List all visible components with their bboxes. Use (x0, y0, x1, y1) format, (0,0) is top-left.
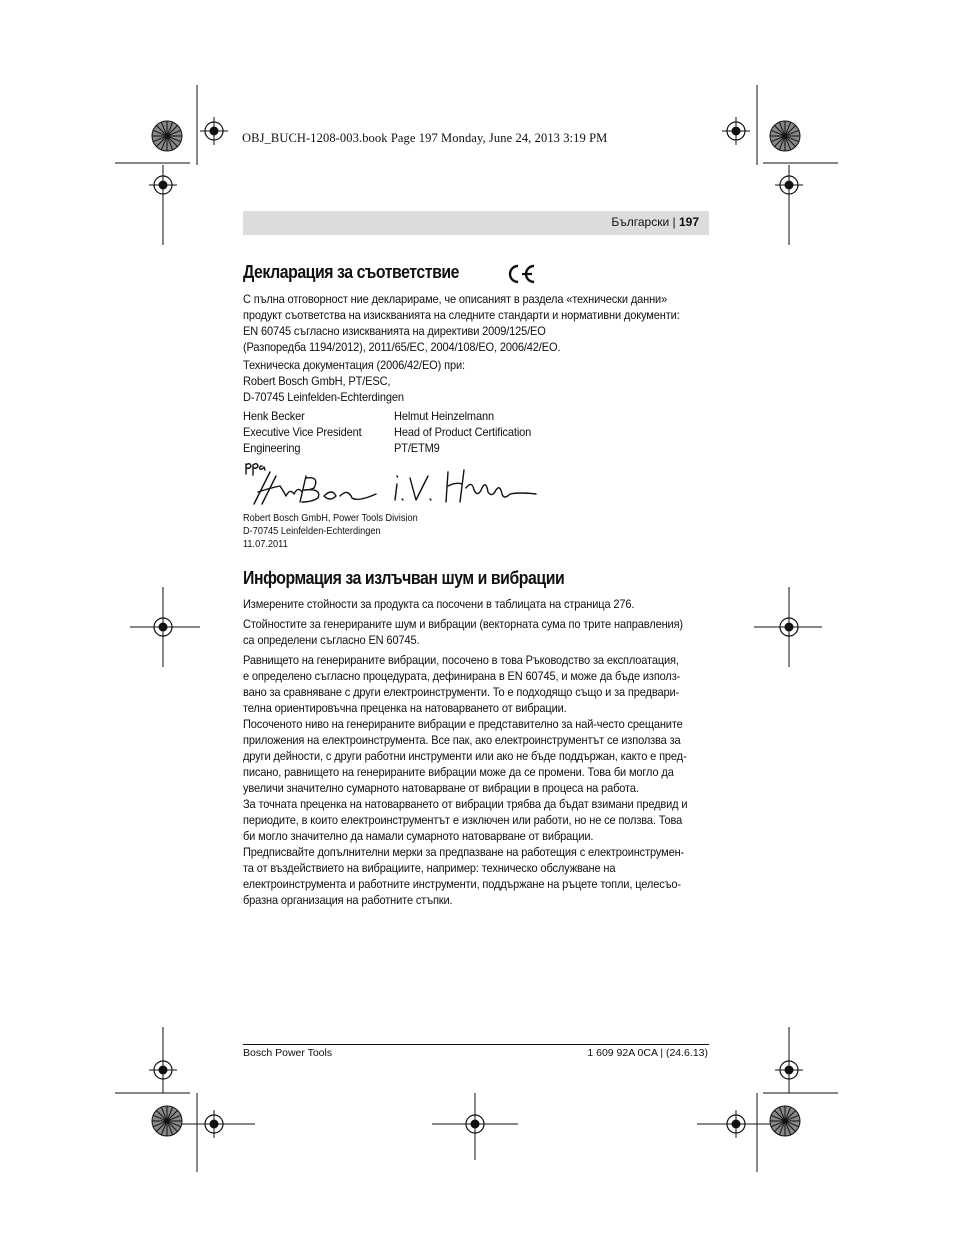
signatory-title: Engineering (243, 441, 301, 455)
text-line: приложения на електроинструмента. Все пак, ако електроинструментът се използва за (243, 733, 681, 747)
text-line: За точната преценка на натоварването от вибрации трябва да бъдат взимани предвид и (243, 797, 688, 811)
text-line: електроинструмента и работните инструменти, поддържане на ръцете топли, целесъо- (243, 877, 681, 891)
signatory-title: PT/ETM9 (394, 441, 440, 455)
text-line: Предписвайте допълнителни мерки за предпазване на работещия с електроинструмен- (243, 845, 685, 859)
text-line: са определени съгласно EN 60745. (243, 633, 420, 647)
text-line: Robert Bosch GmbH, Power Tools Division (243, 513, 418, 524)
header-language: Български (611, 215, 670, 229)
header-separator: | (672, 215, 679, 229)
text-line: EN 60745 съгласно изискванията на директиви 2009/125/ЕО (243, 324, 546, 338)
text-line: С пълна отговорност ние декларираме, че описаният в раздела «технически данни» (243, 292, 668, 306)
text-line: та от въздействието на вибрациите, например: техническо обслужване на (243, 861, 616, 875)
text-line: би могло значително да намали сумарното натоварване от вибрации. (243, 829, 594, 843)
text-line: Посоченото ниво на генерираните вибрации е представително за най-често срещаните (243, 717, 683, 731)
text-line: D-70745 Leinfelden-Echterdingen (243, 390, 404, 404)
signatory-name: Henk Becker (243, 409, 305, 423)
text-line: продукт съответства на изискванията на следните стандарти и нормативни документи: (243, 308, 680, 322)
noise-para-1: Измерените стойности за продукта са посочени в таблицата на страница 276. (243, 597, 635, 611)
date-line: 11.07.2011 (243, 539, 288, 550)
text-line: е определено съгласно процедурата, дефинирана в EN 60745, и може да бъде използ- (243, 669, 681, 683)
text-line: (Разпоредба 1194/2012), 2011/65/ЕС, 2004/108/ЕО, 2006/42/ЕО. (243, 340, 561, 354)
text-line: D-70745 Leinfelden-Echterdingen (243, 526, 381, 537)
signatory-title: Head of Product Certification (394, 425, 532, 439)
text-line: увеличи значително сумарното натоварване от вибрации в процеса на работа. (243, 781, 639, 795)
footer-doc-number: 1 609 92A 0CA | (24.6.13) (587, 1047, 708, 1059)
page-number: 197 (678, 215, 699, 229)
text-line: Техническа документация (2006/42/ЕО) при: (243, 358, 465, 372)
footer-brand: Bosch Power Tools (243, 1047, 333, 1059)
signatory-title: Executive Vice President (243, 425, 362, 439)
noise-title: Информация за излъчван шум и вибрации (243, 568, 565, 588)
text-line: периодите, в които електроинструментът е изключен или работи, но не се ползва. Това (243, 813, 683, 827)
text-line: телна ориентировъчна преценка на натоварването от вибрации. (243, 701, 567, 715)
text-line: бразна организация на работните стъпки. (243, 893, 453, 907)
text-line: писано, равнището на генерираните вибрации може да се промени. Това би могло да (243, 765, 674, 779)
text-line: Стойностите за генерираните шум и вибрации (векторната сума по трите направления) (243, 617, 683, 631)
text-line: Robert Bosch GmbH, PT/ESC, (243, 374, 391, 388)
print-slug: OBJ_BUCH-1208-003.book Page 197 Monday, June 24, 2013 3:19 PM (242, 131, 608, 145)
text-line: Равнището на генерираните вибрации, посочено в това Ръководство за експлоатация, (243, 653, 679, 667)
declaration-title: Декларация за съответствие (243, 262, 460, 282)
signatory-name: Helmut Heinzelmann (394, 409, 494, 423)
text-line: вано за сравняване с други електроинструменти. То е подходящо също и за предвари- (243, 685, 680, 699)
text-line: други дейности, с други работни инструменти или ако не бъде поддържан, както е пред- (243, 749, 687, 763)
